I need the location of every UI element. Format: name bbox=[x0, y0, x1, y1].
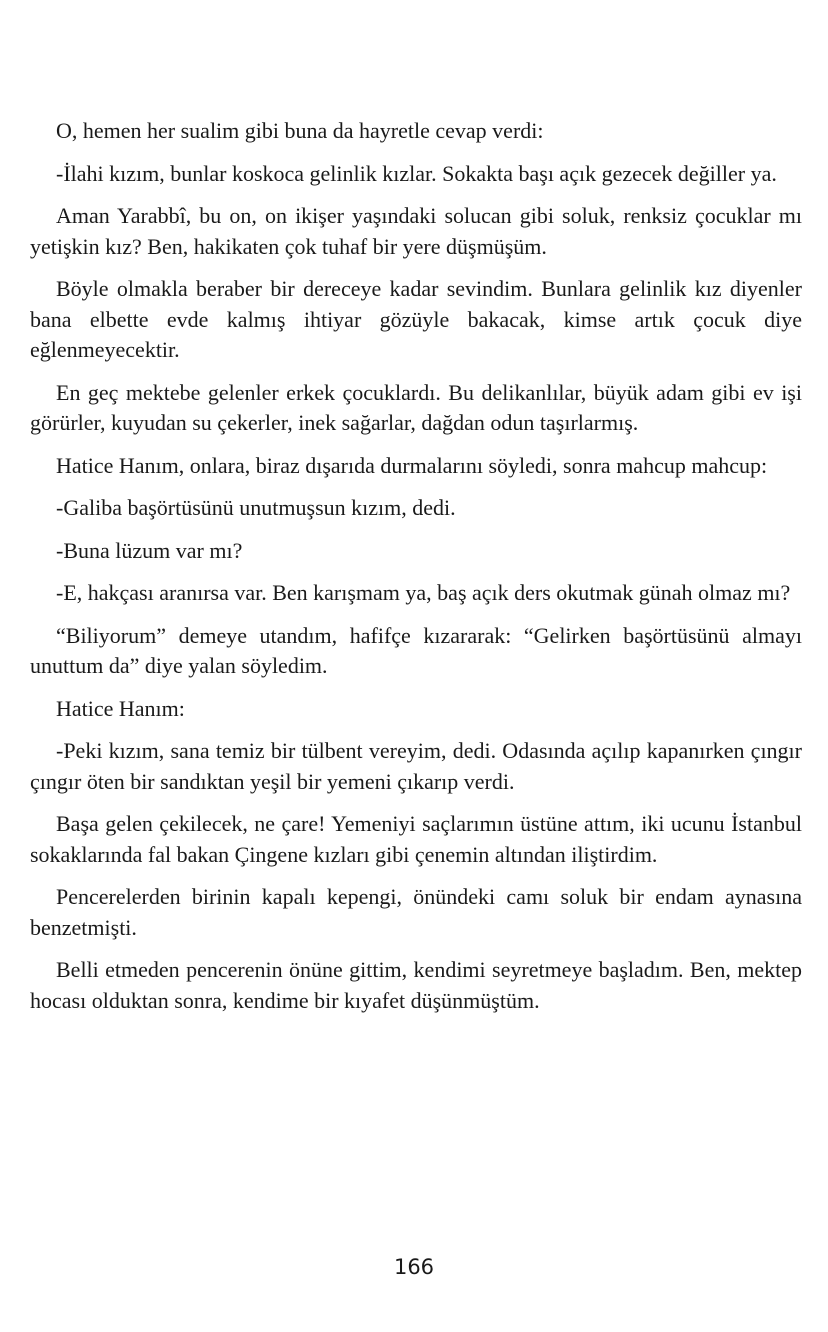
paragraph-9: -E, hakçası aranırsa var. Ben karışmam ya, baş açık ders okutmak günah olmaz mı? bbox=[56, 580, 791, 605]
paragraph-3: Aman Yarabbî, bu on, on ikişer yaşındaki solucan gibi soluk, renksiz çocuklar mı yetişkin kız? Ben, hakikaten çok tuhaf bir yere düşmüşüm. bbox=[30, 203, 802, 259]
paragraph-13: Başa gelen çekilecek, ne çare! Yemeniyi saçlarımın üstüne attım, iki ucunu İstanbul sokaklarında fal bakan Çingene kızları gibi çenemin altından iliştirdim. bbox=[30, 811, 802, 867]
paragraph-11: Hatice Hanım: bbox=[56, 695, 185, 721]
paragraph-5: En geç mektebe gelenler erkek çocuklardı. Bu delikanlılar, büyük adam gibi ev işi görürler, kuyudan su çekerler, inek sağarlar, dağdan odun taşırlarmış. bbox=[30, 379, 802, 435]
paragraph-12: -Peki kızım, sana temiz bir tülbent vereyim, dedi. Odasında açılıp kapanırken çıngır çıngır öten bir sandıktan yeşil bir yemeni çıkarıp verdi. bbox=[30, 738, 802, 794]
paragraph-7: -Galiba başörtüsünü unutmuşsun kızım, dedi. bbox=[56, 495, 456, 520]
paragraph-2: -İlahi kızım, bunlar koskoca gelinlik kızlar. Sokakta başı açık gezecek değiller ya. bbox=[56, 160, 777, 186]
paragraph-6: Hatice Hanım, onlara, biraz dışarıda durmalarını söyledi, sonra mahcup mahcup: bbox=[56, 452, 768, 478]
paragraph-8: -Buna lüzum var mı? bbox=[56, 537, 243, 563]
page-number: 166 bbox=[393, 1255, 435, 1279]
paragraph-15: Belli etmeden pencerenin önüne gittim, kendimi seyretmeye başladım. Ben, mektep hocası olduktan sonra, kendime bir kıyafet düşünmüştüm. bbox=[30, 957, 802, 1013]
paragraph-14: Pencerelerden birinin kapalı kepengi, önündeki camı soluk bir endam aynasına benzetmişti. bbox=[30, 884, 802, 940]
page-body bbox=[30, 116, 802, 1028]
paragraph-10: “Biliyorum” demeye utandım, hafifçe kızararak: “Gelirken başörtüsünü almayı unuttum da” diye yalan söyledim. bbox=[30, 622, 802, 678]
paragraph-4: Böyle olmakla beraber bir dereceye kadar sevindim. Bunlara gelinlik kız diyenler bana elbette evde kalmış ihtiyar gözüyle bakacak, kimse artık çocuk diye eğlenmeyecektir. bbox=[30, 276, 802, 362]
paragraph-1: O, hemen her sualim gibi buna da hayretle cevap verdi: bbox=[56, 118, 544, 143]
